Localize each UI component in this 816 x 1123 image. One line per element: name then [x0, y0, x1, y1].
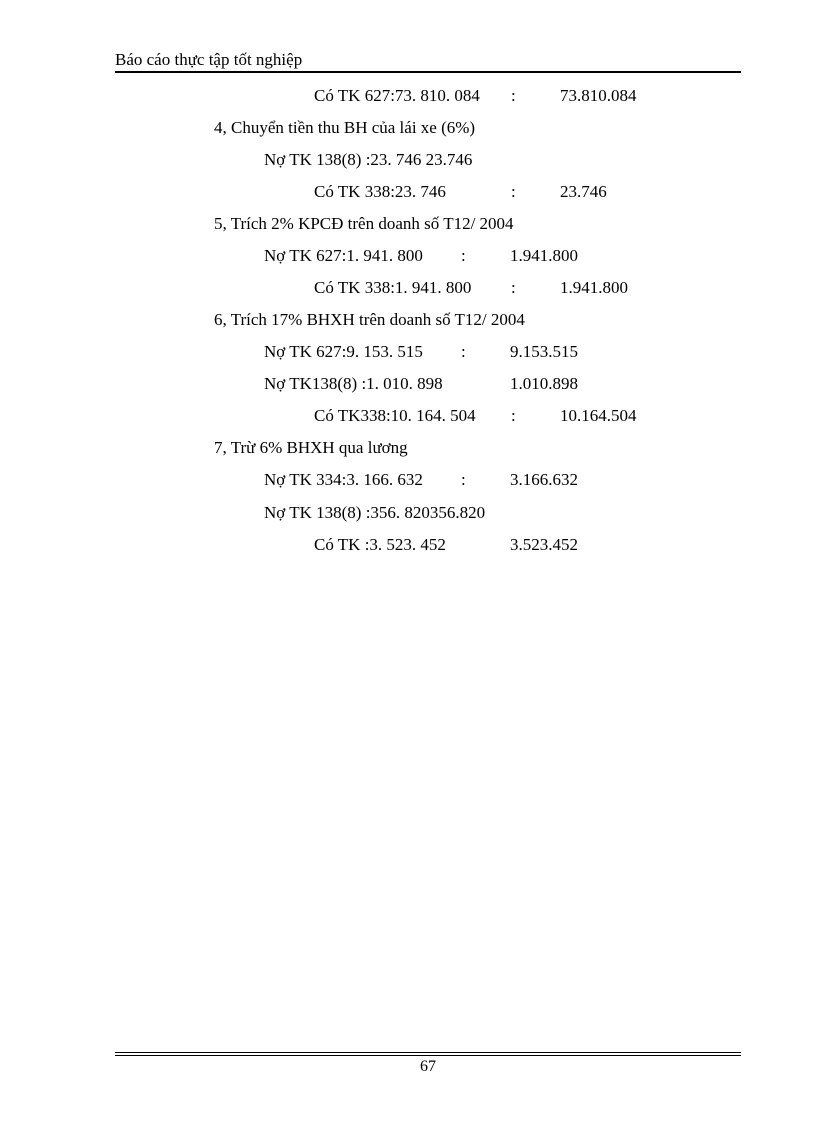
entry-separator: : [461, 342, 466, 361]
entry-separator: : [461, 246, 466, 265]
entry-separator: : [461, 470, 466, 489]
entry-amount: 10.164.504 [560, 406, 637, 425]
entry-credit-338-b [0, 278, 816, 298]
entry-label: Nợ TK 334:3. 166. 632 [264, 470, 423, 489]
section-heading-5 [214, 214, 514, 234]
entry-label: Có TK 338:23. 746 [314, 182, 446, 201]
entry-credit-total [0, 535, 816, 555]
entry-amount: 23.746 [560, 182, 607, 201]
entry-credit-338-a [0, 182, 816, 202]
entry-amount: 3.523.452 [510, 535, 578, 554]
entry-debit-138-a [0, 150, 816, 170]
entry-debit-334 [0, 470, 816, 490]
entry-label: Nợ TK 627:1. 941. 800 [264, 246, 423, 265]
section-heading-text: 5, Trích 2% KPCĐ trên doanh số T12/ 2004 [214, 214, 514, 233]
footer-rule-secondary [115, 1055, 741, 1056]
entry-amount: 1.941.800 [510, 246, 578, 265]
entry-amount: 9.153.515 [510, 342, 578, 361]
entry-separator: : [511, 182, 516, 201]
header-rule [115, 71, 741, 73]
entry-label: Nợ TK 138(8) :356. 820356.820 [264, 503, 486, 522]
entry-separator: : [511, 86, 516, 105]
entry-label: Nợ TK138(8) :1. 010. 898 [264, 374, 443, 393]
entry-label: Có TK338:10. 164. 504 [314, 406, 476, 425]
footer-rule [115, 1052, 741, 1053]
header-title: Báo cáo thực tập tốt nghiệp [115, 50, 303, 69]
section-heading-6 [214, 310, 525, 330]
entry-separator: : [511, 278, 516, 297]
entry-amount: 1.010.898 [510, 374, 578, 393]
entry-label: Có TK :3. 523. 452 [314, 535, 446, 554]
entry-amount: 73.810.084 [560, 86, 637, 105]
entry-amount: 3.166.632 [510, 470, 578, 489]
entry-debit-138-b [0, 374, 816, 394]
section-heading-text: 7, Trừ 6% BHXH qua lương [214, 438, 408, 457]
entry-amount: 1.941.800 [560, 278, 628, 297]
entry-label: Nợ TK 138(8) :23. 746 23.746 [264, 150, 473, 169]
entry-credit-338-c [0, 406, 816, 426]
entry-credit-627-a [0, 86, 816, 106]
section-heading-7 [214, 438, 408, 458]
section-heading-text: 4, Chuyển tiền thu BH của lái xe (6%) [214, 118, 476, 137]
entry-label: Có TK 627:73. 810. 084 [314, 86, 480, 105]
entry-label: Nợ TK 627:9. 153. 515 [264, 342, 423, 361]
entry-separator: : [511, 406, 516, 425]
entry-debit-627-b [0, 246, 816, 266]
entry-debit-627-c [0, 342, 816, 362]
section-heading-text: 6, Trích 17% BHXH trên doanh số T12/ 2004 [214, 310, 525, 329]
section-heading-4 [214, 118, 475, 138]
page-number: 67 [420, 1058, 436, 1075]
entry-debit-138-c [0, 503, 816, 523]
entry-label: Có TK 338:1. 941. 800 [314, 278, 472, 297]
